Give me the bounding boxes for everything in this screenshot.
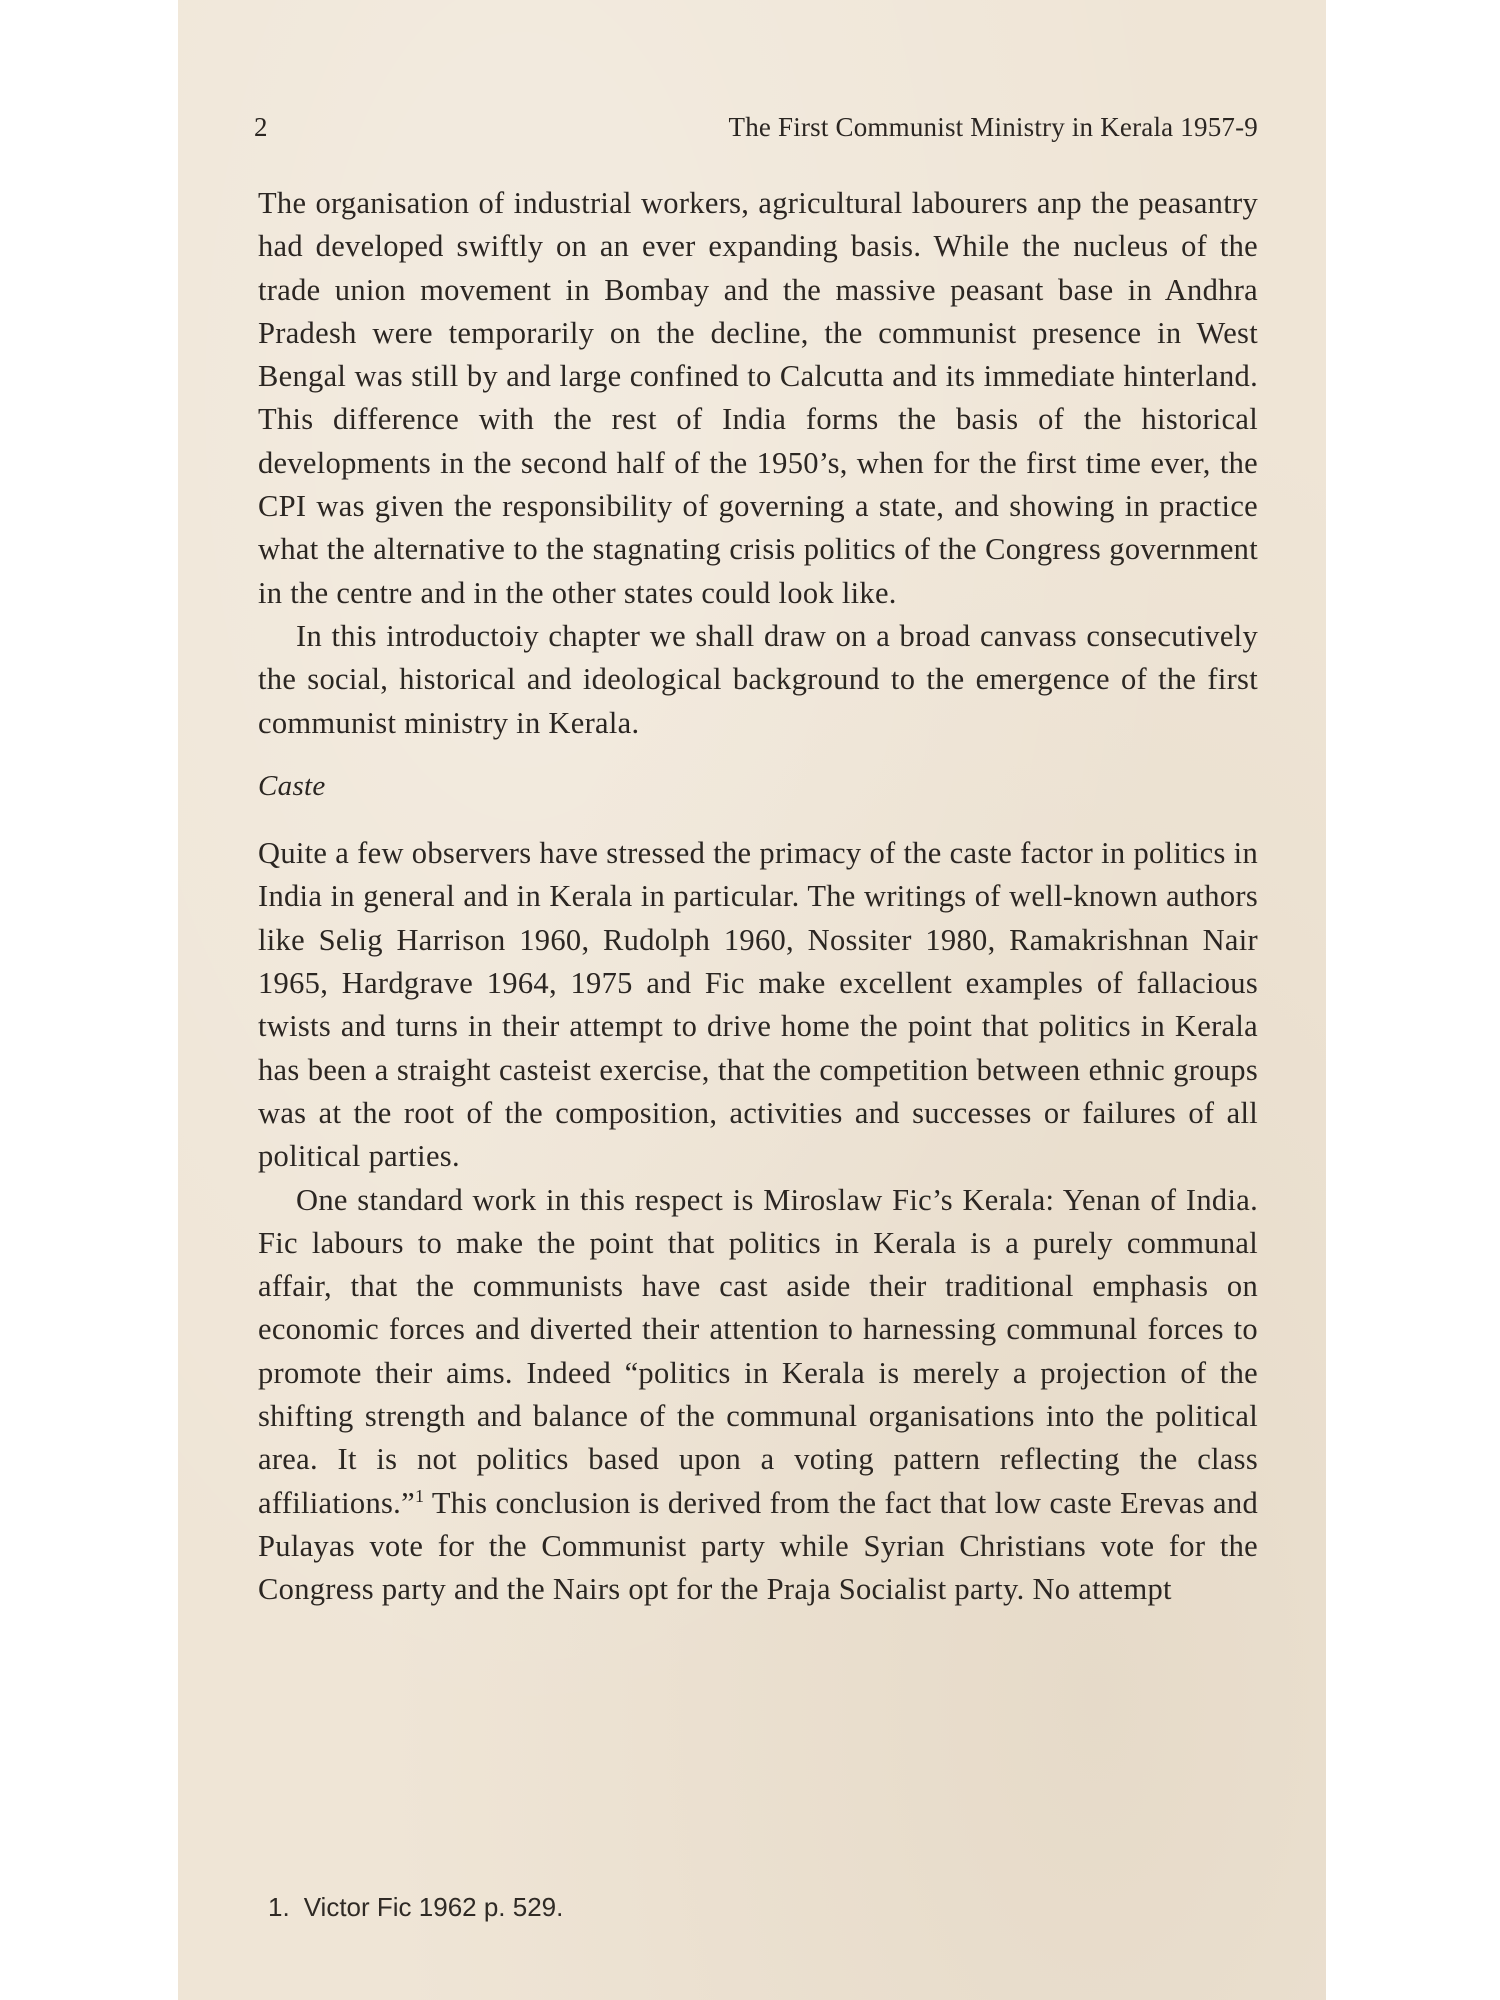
paragraph-2: In this introductoiy chapter we shall draw on a broad canvass consecutively the social, historical and ideological background to the emergence of the first communist ministry in Kerala. [258, 618, 1258, 740]
footnote-number: 1. [268, 1892, 290, 1922]
footnote-text: Victor Fic 1962 p. 529. [303, 1892, 564, 1922]
section-heading: Caste [258, 769, 326, 802]
paragraph-4-text-a: One standard work in this respect is Miroslaw Fic’s Kerala: Yenan of India. Fic labours to make the point that politics in Kerala is a purely communal affair, that the communists have cast aside their traditional emphasis on economic forces and diverted their attention to harnessing communal forces to promote their aims. Indeed “politics in Kerala is merely a projection of the shifting strength and balance of the communal organisations into the political area. It is not politics based upon a voting pattern reflecting the class affiliations.” [258, 1182, 1258, 1520]
paragraph-3: Quite a few observers have stressed the primacy of the caste factor in politics in India in general and in Kerala in particular. The writings of well-known authors like Selig Harrison 1960, Rudolph 1960, Nossiter 1980, Ramakrishnan Nair 1965, Hardgrave 1964, 1975 and Fic make excellent examples of fallacious twists and turns in their attempt to drive home the point that politics in Kerala has been a straight casteist exercise, that the competition between ethnic groups was at the root of the composition, activities and successes or failures of all political parties. [258, 836, 1258, 1174]
paragraph-4 [258, 1179, 1258, 1612]
paragraph-1: The organisation of industrial workers, agricultural labourers anp the peasantry had developed swiftly on an ever expanding basis. While the nucleus of the trade union movement in Bombay and the massive peasant base in Andhra Pradesh were temporarily on the decline, the communist presence in West Bengal was still by and large confined to Calcutta and its immediate hinterland. This difference with the rest of India forms the basis of the historical developments in the second half of the 1950’s, when for the first time ever, the CPI was given the responsibility of governing a state, and showing in practice what the alternative to the stagnating crisis politics of the Congress government in the centre and in the other states could look like. [258, 186, 1258, 610]
paragraph-4-text-b: This conclusion is derived from the fact that low caste Erevas and Pulayas vote for the Communist party while Syrian Christians vote for the Congress party and the Nairs opt for the Praja Socialist party. No attempt [258, 1485, 1258, 1607]
running-title: The First Communist Ministry in Kerala 1957-9 [728, 112, 1258, 142]
running-head [254, 112, 1258, 152]
body-text [258, 182, 1258, 1612]
page-number: 2 [254, 112, 268, 142]
footnote [268, 1892, 563, 1923]
footnote-reference: 1 [414, 1485, 425, 1506]
book-page [178, 0, 1326, 2000]
